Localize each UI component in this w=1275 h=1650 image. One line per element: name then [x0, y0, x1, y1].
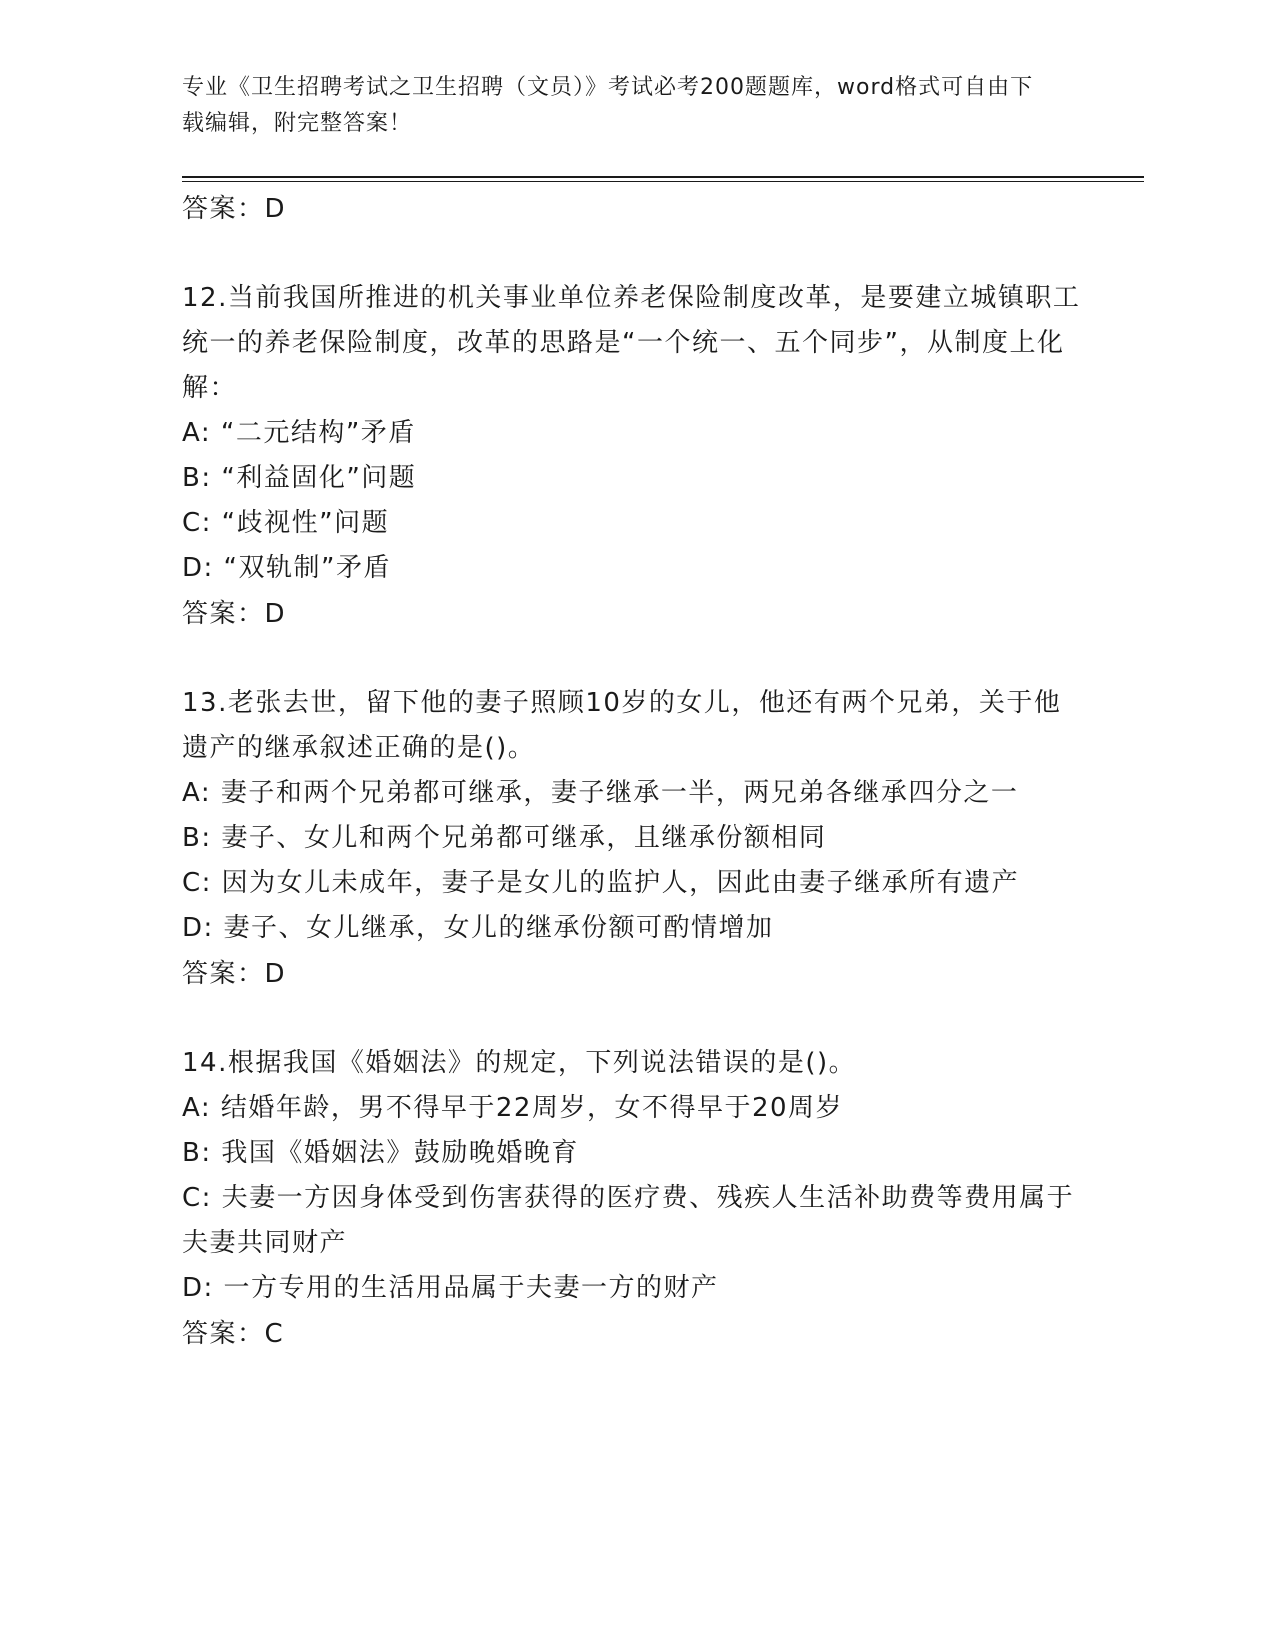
option-b: B: “利益固化”问题 [182, 463, 417, 493]
answer: 答案：D [182, 599, 287, 629]
option-d: D: 一方专用的生活用品属于夫妻一方的财产 [182, 1273, 719, 1303]
header-divider [182, 176, 1144, 178]
option-a: A: “二元结构”矛盾 [182, 418, 416, 448]
option-d: D: 妻子、女儿继承，女儿的继承份额可酌情增加 [182, 913, 774, 943]
previous-answer: 答案：D [182, 194, 287, 224]
question-13 [182, 681, 1082, 997]
answer: 答案：C [182, 1319, 285, 1349]
option-c: C: 夫妻一方因身体受到伤害获得的医疗费、残疾人生活补助费等费用属于夫妻共同财产 [182, 1183, 1075, 1258]
option-b: B: 妻子、女儿和两个兄弟都可继承，且继承份额相同 [182, 823, 827, 853]
answer: 答案：D [182, 959, 287, 989]
option-b: B: 我国《婚姻法》鼓励晚婚晚育 [182, 1138, 579, 1168]
page-header: 专业《卫生招聘考试之卫生招聘（文员）》考试必考200题题库，word格式可自由下载编辑，附完整答案！ [182, 75, 1034, 136]
question-14 [182, 1041, 1082, 1357]
question-stem: 13.老张去世，留下他的妻子照顾10岁的女儿，他还有两个兄弟，关于他遗产的继承叙述正确的是()。 [182, 688, 1062, 763]
question-stem: 12.当前我国所推进的机关事业单位养老保险制度改革，是要建立城镇职工统一的养老保险制度，改革的思路是“一个统一、五个同步”，从制度上化解： [182, 283, 1081, 403]
option-c: C: “歧视性”问题 [182, 508, 390, 538]
option-d: D: “双轨制”矛盾 [182, 553, 391, 583]
option-a: A: 结婚年龄，男不得早于22周岁，女不得早于20周岁 [182, 1093, 844, 1123]
option-a: A: 妻子和两个兄弟都可继承，妻子继承一半，两兄弟各继承四分之一 [182, 778, 1019, 808]
question-stem: 14.根据我国《婚姻法》的规定，下列说法错误的是()。 [182, 1048, 857, 1078]
question-list [182, 186, 1082, 1357]
option-c: C: 因为女儿未成年，妻子是女儿的监护人，因此由妻子继承所有遗产 [182, 868, 1020, 898]
question-12 [182, 276, 1082, 637]
header-divider-thin [182, 181, 1144, 182]
